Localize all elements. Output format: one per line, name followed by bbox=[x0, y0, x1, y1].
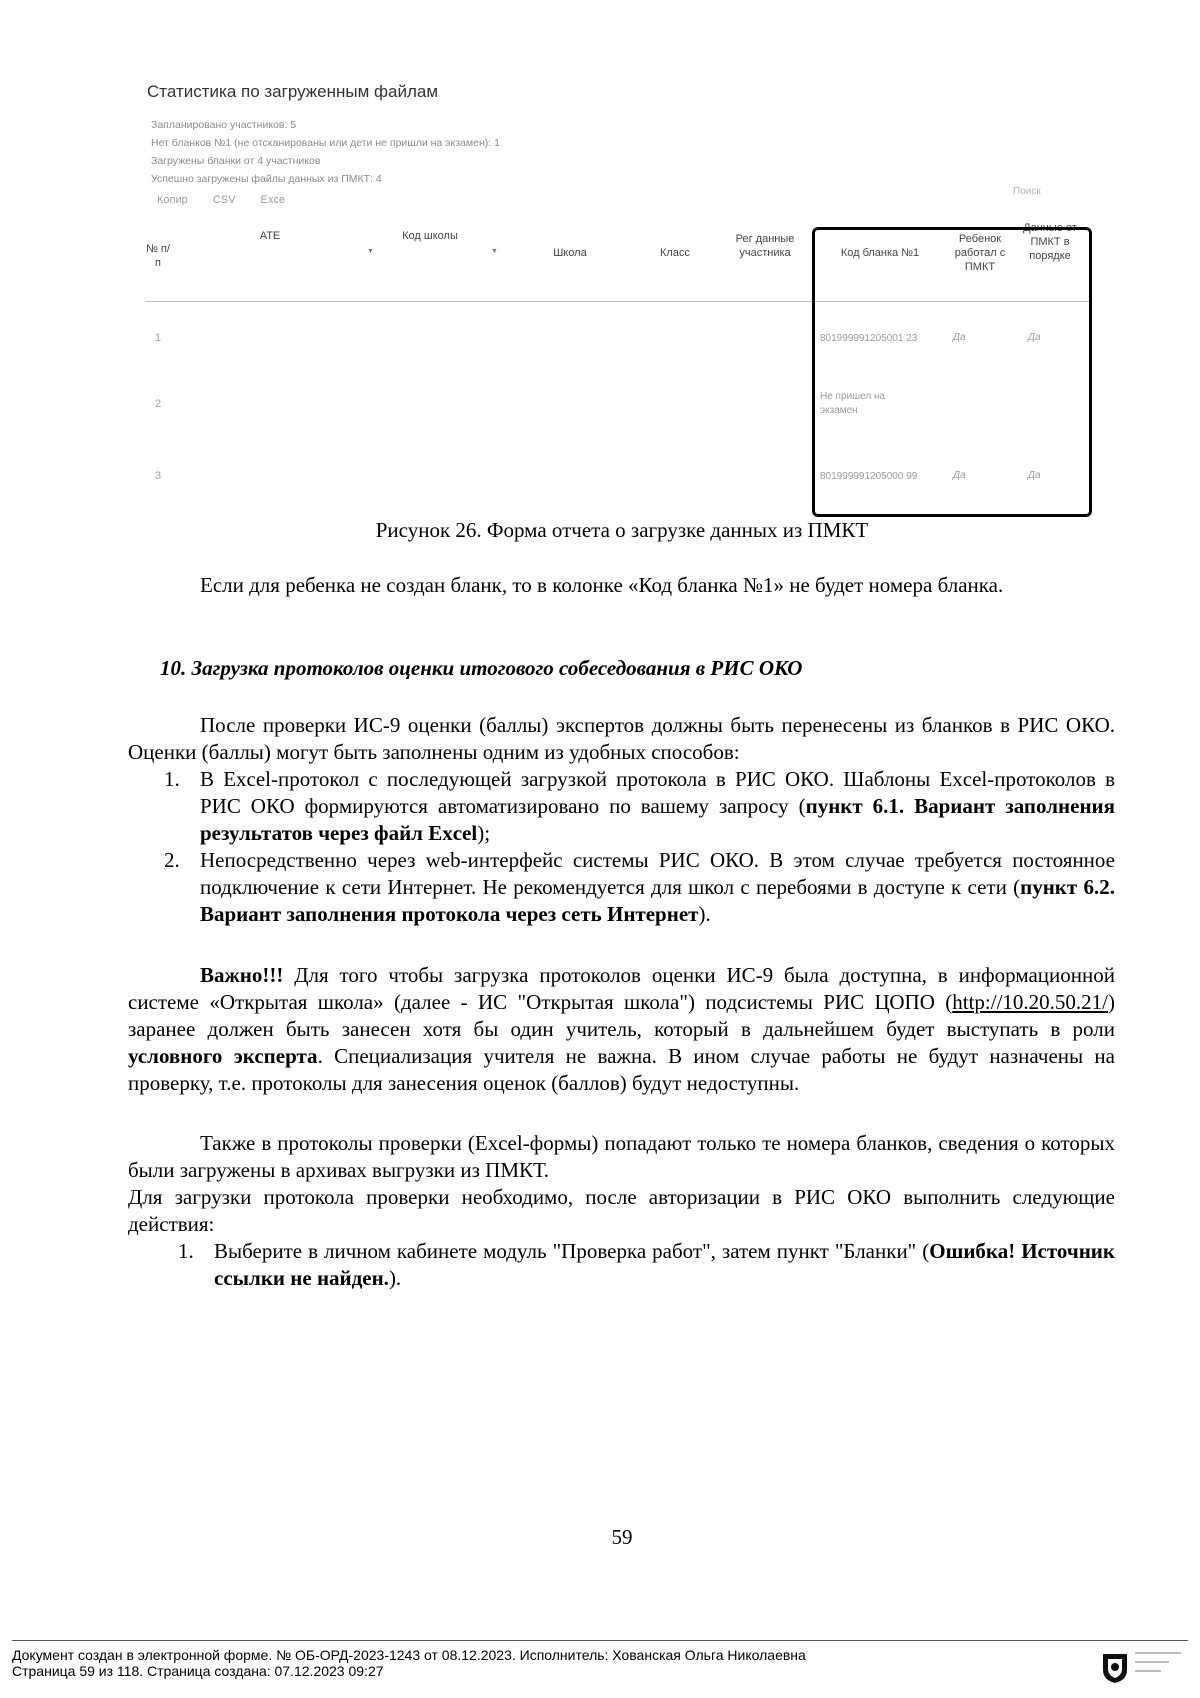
export-buttons bbox=[157, 194, 307, 206]
row-2-blank-code: Не пришел на экзамен bbox=[820, 391, 886, 416]
excel-button[interactable]: Exce bbox=[260, 194, 285, 206]
footer-document-info: Документ создан в электронной форме. № ОБ-ОРД-2023-1243 от 08.12.2023. Исполнитель: Хованская Ольга Николаевна bbox=[12, 1647, 806, 1663]
also-paragraph: Также в протоколы проверки (Excel-формы) попадают только те номера бланков, сведения о которых были загружены в архивах выгрузки из ПМКТ. bbox=[128, 1131, 1115, 1182]
step-1-number: 1. bbox=[178, 1239, 194, 1263]
list-item-2-number: 2. bbox=[164, 848, 180, 872]
statistics-title: Статистика по загруженным файлам bbox=[147, 82, 439, 101]
logo-lettering-icon bbox=[1135, 1650, 1185, 1677]
list-item-2: Непосредственно через web-интерфейс системы РИС ОКО. В этом случае требуется постоянное подключение к сети Интернет. Не рекомендуется для школ с перебоями в доступе к сети (пункт 6.2. Вариант заполнения протокола через сеть Интернет). bbox=[200, 848, 1115, 926]
footer-page-info: Страница 59 из 118. Страница создана: 07.12.2023 09:27 bbox=[12, 1663, 384, 1679]
sort-school-code-icon[interactable]: ▼ bbox=[491, 248, 498, 255]
statistics-list bbox=[151, 116, 500, 188]
section-heading: 10. Загрузка протоколов оценки итогового собеседования в РИС ОКО bbox=[160, 656, 803, 680]
col-class[interactable]: Класс bbox=[660, 247, 690, 259]
footer-divider bbox=[12, 1640, 1188, 1641]
note-paragraph: Если для ребенка не создан бланк, то в колонке «Код бланка №1» не будет номера бланка. bbox=[200, 573, 1004, 597]
col-ate[interactable]: АТЕ bbox=[259, 230, 281, 242]
row-3-ok: Да bbox=[1028, 470, 1041, 481]
stat-success: Успешно загружены файлы данных из ПМКТ: 4 bbox=[151, 173, 382, 185]
col-reg-data[interactable]: Рег данные участника bbox=[735, 233, 795, 259]
important-lead: Важно!!! bbox=[200, 963, 284, 987]
highlight-frame bbox=[812, 227, 1092, 517]
row-2-number: 2 bbox=[155, 398, 162, 410]
step-1: Выберите в личном кабинете модуль "Проверка работ", затем пункт "Бланки" (Ошибка! Источник ссылки не найден.). bbox=[214, 1239, 1116, 1290]
copy-button[interactable]: Копир bbox=[157, 194, 188, 206]
stat-loaded: Загружены бланки от 4 участников bbox=[151, 155, 321, 167]
row-3-blank-code: 801999991205000 99 bbox=[820, 471, 918, 482]
row-3-number: 3 bbox=[155, 470, 162, 482]
page-number: 59 bbox=[611, 1525, 633, 1549]
row-1-ok: Да bbox=[1028, 332, 1041, 343]
search-label: Поиск bbox=[1013, 186, 1041, 197]
figure-caption: Рисунок 26. Форма отчета о загрузке данных из ПМКТ bbox=[375, 518, 869, 542]
intro-paragraph: После проверки ИС-9 оценки (баллы) экспертов должны быть перенесены из бланков в РИС ОКО. Оценки (баллы) могут быть заполнены одним из удобных способов: bbox=[128, 713, 1115, 764]
col-number[interactable]: № п/п bbox=[146, 243, 170, 269]
stat-missing: Нет бланков №1 (не отсканированы или дети не пришли на экзамен): 1 bbox=[151, 137, 500, 149]
col-blank-code[interactable]: Код бланка №1 bbox=[840, 247, 920, 259]
important-paragraph: Важно!!! Для того чтобы загрузка протоколов оценки ИС-9 была доступна, в информационной системе «Открытая школа» (далее - ИС "Открытая школа") подсистемы РИС ЦОПО (http://10.20.50.21/) заранее должен быть занесен хотя бы один учитель, который в дальнейшем будет выступать в роли условного эксперта. Специализация учителя не важна. В ином случае работы не будут назначены на проверку, т.е. протоколы для занесения оценок (баллов) будут недоступны. bbox=[128, 963, 1115, 1095]
col-worked-pmkt[interactable]: Ребенок работал с ПМКТ bbox=[954, 233, 1006, 273]
row-1-number: 1 bbox=[155, 332, 162, 344]
col-data-ok[interactable]: Данные от ПМКТ в порядке bbox=[1023, 222, 1077, 262]
csv-button[interactable]: CSV bbox=[212, 194, 236, 206]
stat-planned: Запланировано участников: 5 bbox=[151, 119, 297, 131]
row-3-worked: Да bbox=[953, 470, 966, 481]
list-item-1-number: 1. bbox=[164, 767, 180, 791]
col-school[interactable]: Школа bbox=[553, 247, 587, 259]
report-screenshot bbox=[145, 70, 1105, 520]
row-1-blank-code: 801999991205001 23 bbox=[820, 333, 918, 344]
sort-ate-icon[interactable]: ▼ bbox=[367, 248, 374, 255]
ris-copo-link[interactable]: http://10.20.50.21/ bbox=[952, 990, 1108, 1014]
government-logo-text bbox=[1135, 1650, 1185, 1680]
col-school-code[interactable]: Код школы bbox=[402, 230, 458, 242]
row-1-worked: Да bbox=[953, 332, 966, 343]
footer bbox=[12, 1647, 806, 1679]
list-item-1: В Excel-протокол с последующей загрузкой протокола в РИС ОКО. Шаблоны Excel-протоколов в РИС ОКО формируются автоматизировано по вашему запросу (пункт 6.1. Вариант заполнения результатов через файл Excel); bbox=[200, 767, 1116, 845]
upload-paragraph: Для загрузки протокола проверки необходимо, после авторизации в РИС ОКО выполнить следующие действия: bbox=[128, 1185, 1115, 1236]
coat-of-arms-icon bbox=[1098, 1650, 1132, 1684]
